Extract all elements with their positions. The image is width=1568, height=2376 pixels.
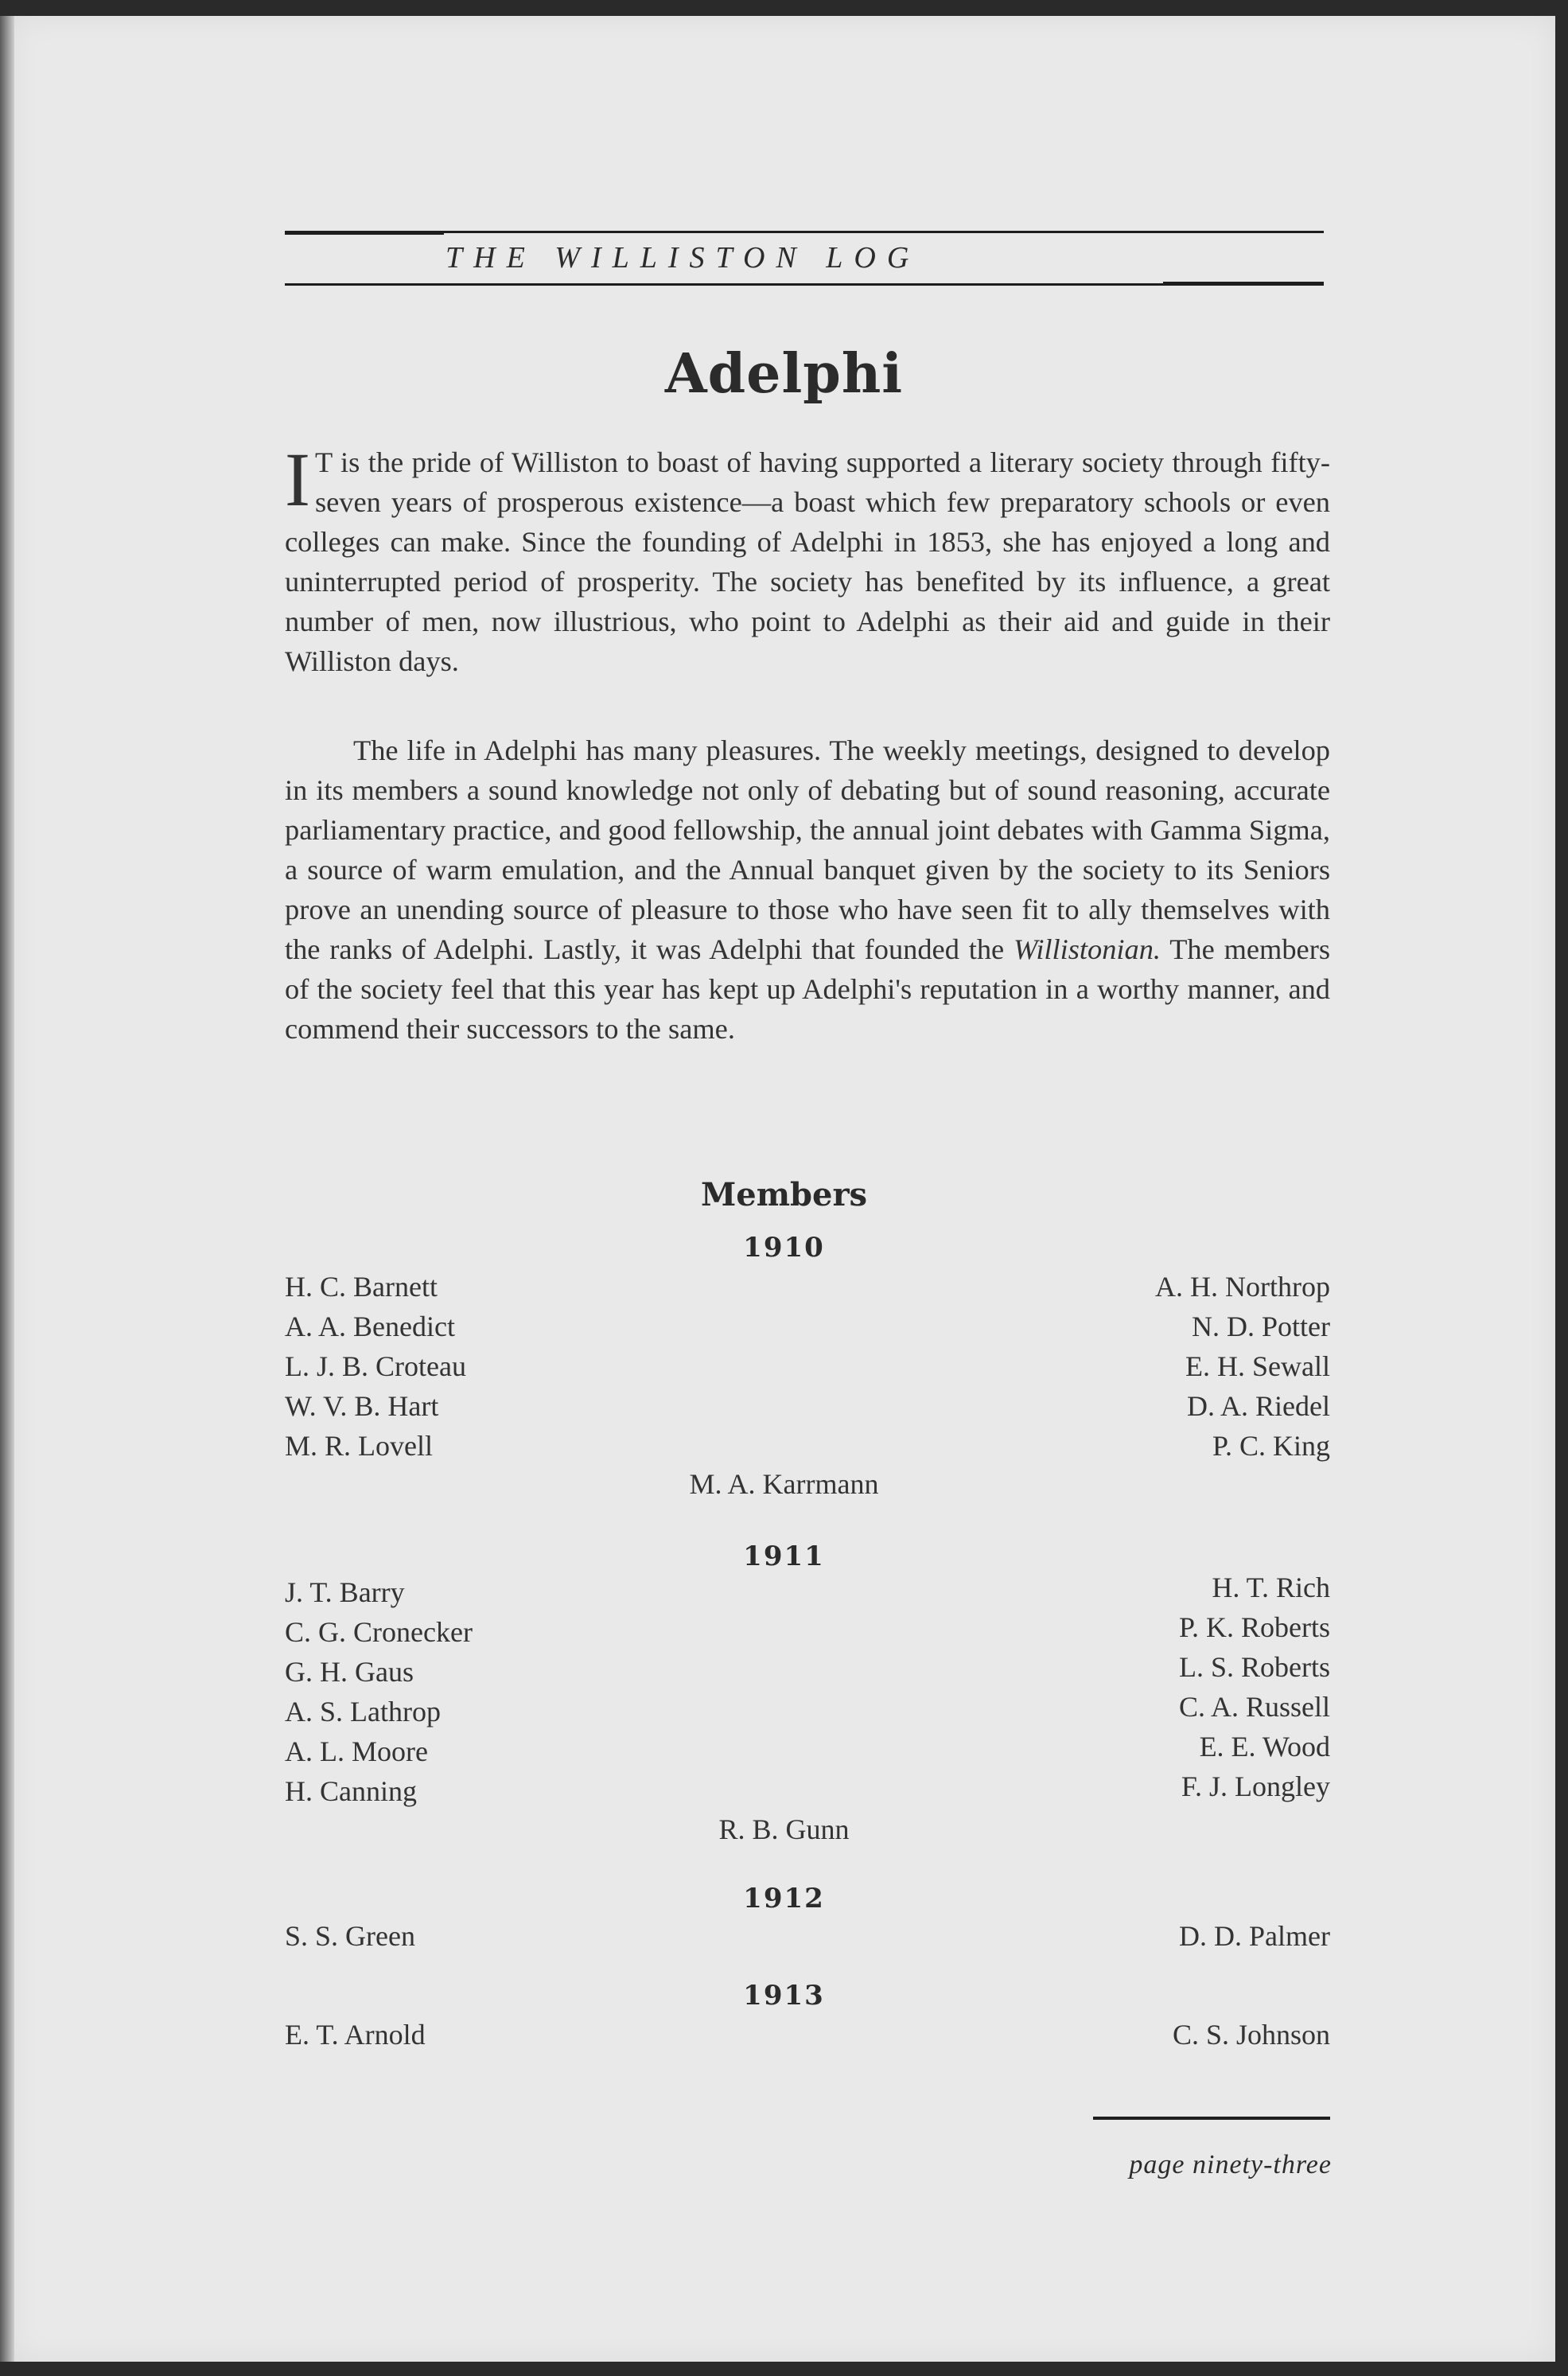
members-1912-right [1179, 1916, 1330, 1956]
member-name: M. R. Lovell [285, 1430, 433, 1462]
paragraph-2-text-b: The members of the society feel that this year has kept up Adelphi's reputation in a worthy manner, and commend their successors to the same. [285, 933, 1330, 1045]
year-heading-1912: 1912 [743, 1883, 825, 1914]
member-name: C. S. Johnson [1172, 2019, 1330, 2051]
member-name: D. A. Riedel [1187, 1390, 1330, 1422]
paragraph-2-text-a: The life in Adelphi has many pleasures. The weekly meetings, designed to develop in its members a sound knowledge not only of debating but of sound reasoning, accurate parliamentary practice, and good fellowship, the annual joint debates with Gamma Sigma, a source of warm emulation, and the Annual banquet given by the society to its Seniors prove an unending source of pleasure to those who have seen fit to ally themselves with the ranks of Adelphi. Lastly, it was Adelphi that founded the [285, 734, 1330, 965]
member-name: E. E. Wood [1199, 1731, 1330, 1763]
member-name: A. S. Lathrop [285, 1696, 441, 1727]
paragraph-1 [285, 437, 1330, 681]
paragraph-1-text: T is the pride of Williston to boast of having supported a literary society through fifty-seven years of prosperous existence—a boast which few preparatory schools or even colleges can make. Since the founding of Adelphi in 1853, she has enjoyed a long and uninterrupted period of prosperity. The society has benefited by its influence, a great number of men, now illustrious, who point to Adelphi as their aid and guide in their Williston days. [285, 446, 1330, 677]
member-name: C. G. Cronecker [285, 1616, 473, 1648]
member-name: J. T. Barry [285, 1576, 405, 1608]
running-head: THE WILLISTON LOG [445, 241, 920, 275]
member-name: P. K. Roberts [1178, 1611, 1330, 1643]
members-1911-right [1179, 1568, 1330, 1806]
member-name: C. A. Russell [1178, 1691, 1330, 1723]
header-rule-top-thick [285, 231, 444, 235]
member-name: D. D. Palmer [1179, 1920, 1330, 1952]
member-name: H. Canning [285, 1775, 417, 1807]
member-name: N. D. Potter [1192, 1311, 1330, 1342]
header-rule-bottom-thick [1163, 282, 1324, 286]
members-1913-right [1173, 2015, 1330, 2055]
member-name: H. T. Rich [1212, 1572, 1330, 1603]
members-1910-right [1155, 1267, 1330, 1466]
member-name: L. S. Roberts [1178, 1651, 1330, 1683]
member-name: E. T. Arnold [285, 2019, 426, 2051]
member-name: A. L. Moore [285, 1735, 428, 1767]
member-name: A. H. Northrop [1155, 1271, 1330, 1303]
footer-rule [1093, 2117, 1330, 2120]
members-1913-left [285, 2015, 426, 2055]
article-title: Adelphi [664, 342, 904, 406]
willistonian-title: Willistonian. [1014, 933, 1161, 965]
members-1911-left [285, 1572, 473, 1811]
members-heading: Members [700, 1176, 868, 1213]
members-1912-left [285, 1916, 415, 1956]
member-name: S. S. Green [285, 1920, 415, 1952]
year-heading-1910: 1910 [743, 1232, 825, 1264]
member-name: W. V. B. Hart [285, 1390, 439, 1422]
members-1910-left [285, 1267, 466, 1466]
member-center-1911: R. B. Gunn [718, 1813, 850, 1845]
member-name: P. C. King [1212, 1430, 1330, 1462]
member-name: G. H. Gaus [285, 1656, 414, 1688]
member-name: F. J. Longley [1181, 1770, 1330, 1802]
year-heading-1911: 1911 [743, 1541, 825, 1572]
member-name: E. H. Sewall [1185, 1350, 1330, 1382]
drop-cap: I [285, 437, 310, 522]
member-name: A. A. Benedict [285, 1311, 455, 1342]
year-heading-1913: 1913 [743, 1980, 825, 2012]
paragraph-2 [285, 730, 1330, 1049]
member-name: H. C. Barnett [285, 1271, 438, 1303]
member-center-1910: M. A. Karrmann [689, 1468, 879, 1500]
member-name: L. J. B. Croteau [285, 1350, 466, 1382]
page-number: page ninety-three [1129, 2150, 1332, 2179]
